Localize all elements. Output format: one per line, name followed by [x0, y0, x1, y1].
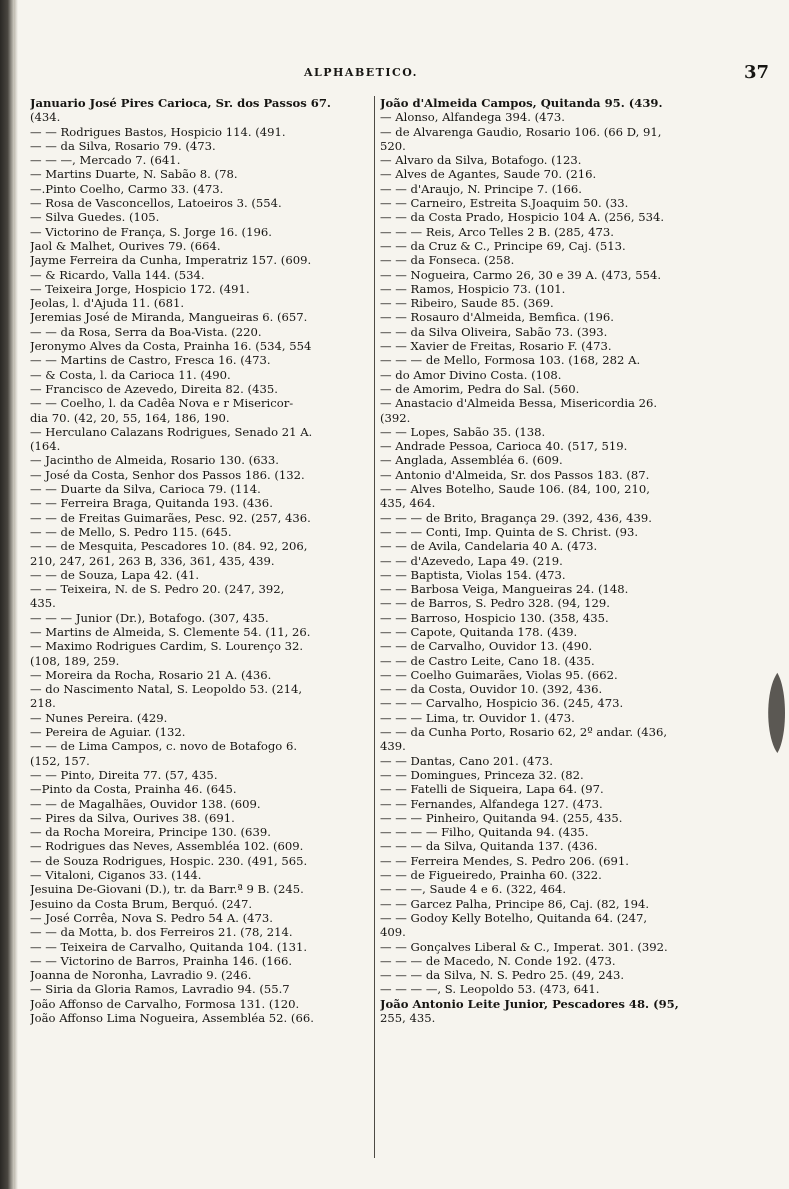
- directory-entry: dia 70. (42, 20, 55, 164, 186, 190.: [30, 410, 230, 425]
- directory-entry: — Anastacio d'Almeida Bessa, Misericordia 26.: [380, 396, 658, 411]
- directory-entry: — da Rocha Moreira, Principe 130. (639.: [30, 825, 271, 840]
- directory-entry: — — Rosauro d'Almeida, Bemfica. (196.: [380, 310, 614, 325]
- directory-entry: — — Teixeira de Carvalho, Quitanda 104. (131.: [30, 939, 308, 954]
- directory-entry: — — da Silva Oliveira, Sabão 73. (393.: [380, 324, 608, 339]
- running-title: ALPHABETICO.: [304, 66, 419, 79]
- directory-entry: — Jacintho de Almeida, Rosario 130. (633.: [30, 453, 279, 468]
- directory-entry: — — Victorino de Barros, Prainha 146. (166.: [30, 953, 293, 968]
- directory-entry: — — — Carvalho, Hospicio 36. (245, 473.: [380, 696, 624, 711]
- directory-entry: (434.: [30, 110, 61, 125]
- directory-entry: 255, 435.: [380, 1011, 436, 1025]
- directory-entry: — — Xavier de Freitas, Rosario F. (473.: [380, 339, 612, 354]
- directory-entry: — — —, Mercado 7. (641.: [30, 153, 181, 168]
- page-header: [24, 62, 769, 86]
- directory-entry: —.Pinto Coelho, Carmo 33. (473.: [30, 181, 224, 196]
- directory-entry: — — Pinto, Direita 77. (57, 435.: [30, 767, 218, 782]
- directory-entry: — — — Reis, Arco Telles 2 B. (285, 473.: [380, 224, 614, 239]
- directory-entry: — — Ferreira Braga, Quitanda 193. (436.: [30, 496, 273, 511]
- directory-entry: (392.: [380, 410, 411, 425]
- directory-entry: — de Souza Rodrigues, Hospic. 230. (491, 565.: [30, 853, 308, 868]
- directory-entry: 210, 247, 261, 263 B, 336, 361, 435, 439.: [30, 553, 275, 568]
- directory-entry: — Rodrigues das Neves, Assembléa 102. (609.: [30, 839, 304, 854]
- directory-entry: Jeolas, l. d'Ajuda 11. (681.: [30, 296, 185, 311]
- directory-entry: — — de Souza, Lapa 42. (41.: [30, 567, 200, 582]
- left-column: [30, 96, 372, 1025]
- directory-entry: — Alonso, Alfandega 394. (473.: [380, 110, 565, 125]
- directory-entry: — — de Mello, S. Pedro 115. (645.: [30, 524, 232, 539]
- directory-entry: — — de Barros, S. Pedro 328. (94, 129.: [380, 596, 610, 611]
- directory-entry: 439.: [380, 739, 406, 754]
- directory-entry: — — Carneiro, Estreita S.Joaquim 50. (33.: [380, 196, 629, 211]
- directory-entry: — — da Costa, Ouvidor 10. (392, 436.: [380, 682, 603, 697]
- directory-entry: — — Barroso, Hospicio 130. (358, 435.: [380, 610, 609, 625]
- directory-entry: — Vitaloni, Ciganos 33. (144.: [30, 868, 202, 883]
- directory-entry: — — Capote, Quitanda 178. (439.: [380, 624, 578, 639]
- directory-entry: — — de Mesquita, Pescadores 10. (84. 92, 206,: [30, 539, 308, 554]
- directory-entry: — — Ribeiro, Saude 85. (369.: [380, 296, 554, 311]
- directory-entry: —Pinto da Costa, Prainha 46. (645.: [30, 782, 237, 797]
- directory-entry: — Alves de Agantes, Saude 70. (216.: [380, 167, 597, 182]
- directory-entry: — — Coelho, l. da Cadêa Nova e r Misericor-: [30, 396, 294, 411]
- directory-entry: — Moreira da Rocha, Rosario 21 A. (436.: [30, 667, 272, 682]
- directory-entry: — Francisco de Azevedo, Direita 82. (435.: [30, 381, 278, 396]
- column-divider: [374, 96, 375, 1158]
- directory-entry: — Rosa de Vasconcellos, Latoeiros 3. (554.: [30, 196, 282, 211]
- directory-entry: — do Nascimento Natal, S. Leopoldo 53. (214,: [30, 682, 303, 697]
- directory-entry: — Siria da Gloria Ramos, Lavradio 94. (55.7: [30, 982, 290, 997]
- directory-entry: Jesuina De-Giovani (D.), tr. da Barr.ª 9 B. (245.: [30, 882, 304, 897]
- directory-entry: — Herculano Calazans Rodrigues, Senado 21 A.: [30, 424, 313, 439]
- directory-entry: — — — —, S. Leopoldo 53. (473, 641.: [380, 982, 600, 997]
- directory-entry: — — Gonçalves Liberal & C., Imperat. 301. (392.: [380, 939, 668, 954]
- directory-entry: — Silva Guedes. (105.: [30, 210, 160, 225]
- directory-entry: Jaol & Malhet, Ourives 79. (664.: [30, 238, 221, 253]
- directory-entry: Januario José Pires Carioca, Sr. dos Passos 67.: [30, 96, 331, 110]
- directory-entry: João d'Almeida Campos, Quitanda 95. (439.: [380, 96, 663, 110]
- directory-entry: João Affonso de Carvalho, Formosa 131. (120.: [30, 996, 300, 1011]
- directory-entry: 409.: [380, 925, 406, 940]
- directory-entry: — — Martins de Castro, Fresca 16. (473.: [30, 353, 271, 368]
- directory-entry: — — da Motta, b. dos Ferreiros 21. (78, 214.: [30, 925, 293, 940]
- directory-entry: — Antonio d'Almeida, Sr. dos Passos 183. (87.: [380, 467, 650, 482]
- directory-entry: — — Duarte da Silva, Carioca 79. (114.: [30, 482, 261, 497]
- directory-entry: — — Ramos, Hospicio 73. (101.: [380, 281, 566, 296]
- directory-entry: — — — da Silva, N. S. Pedro 25. (49, 243.: [380, 968, 625, 983]
- directory-entry: — — — de Brito, Bragança 29. (392, 436, 439.: [380, 510, 652, 525]
- directory-entry: Joanna de Noronha, Lavradio 9. (246.: [30, 968, 252, 983]
- directory-entry: — — Dantas, Cano 201. (473.: [380, 753, 553, 768]
- directory-entry: — — de Carvalho, Ouvidor 13. (490.: [380, 639, 593, 654]
- directory-entry: — Victorino de França, S. Jorge 16. (196.: [30, 224, 272, 239]
- directory-entry: (164.: [30, 439, 61, 454]
- book-spine-shadow: [0, 0, 14, 1189]
- right-column: [380, 96, 752, 1025]
- directory-entry: — — Rodrigues Bastos, Hospicio 114. (491.: [30, 124, 286, 139]
- directory-entry: 435, 464.: [380, 496, 436, 511]
- directory-entry: — — Teixeira, N. de S. Pedro 20. (247, 392,: [30, 582, 285, 597]
- directory-entry: — — Baptista, Violas 154. (473.: [380, 567, 566, 582]
- directory-entry: Jayme Ferreira da Cunha, Imperatriz 157. (609.: [30, 253, 312, 268]
- directory-entry: — Martins de Almeida, S. Clemente 54. (11, 26.: [30, 624, 311, 639]
- directory-entry: — & Ricardo, Valla 144. (534.: [30, 267, 205, 282]
- directory-entry: — — Garcez Palha, Principe 86, Caj. (82, 194.: [380, 896, 650, 911]
- directory-entry: 218.: [30, 696, 56, 711]
- directory-entry: — — Lopes, Sabão 35. (138.: [380, 424, 546, 439]
- directory-entry: — Alvaro da Silva, Botafogo. (123.: [380, 153, 582, 168]
- directory-entry: — Anglada, Assembléa 6. (609.: [380, 453, 563, 468]
- directory-entry: — — Godoy Kelly Botelho, Quitanda 64. (247,: [380, 910, 648, 925]
- directory-entry: Jesuino da Costa Brum, Berquó. (247.: [30, 896, 253, 911]
- directory-entry: — — — de Mello, Formosa 103. (168, 282 A.: [380, 353, 641, 368]
- directory-entry: — José Corrêa, Nova S. Pedro 54 A. (473.: [30, 910, 273, 925]
- directory-entry: — — de Figueiredo, Prainha 60. (322.: [380, 868, 602, 883]
- directory-entry: — — Alves Botelho, Saude 106. (84, 100, 210,: [380, 482, 650, 497]
- directory-entry: — Teixeira Jorge, Hospicio 172. (491.: [30, 281, 250, 296]
- directory-entry: João Affonso Lima Nogueira, Assembléa 52. (66.: [30, 1011, 314, 1025]
- directory-entry: — — da Fonseca. (258.: [380, 253, 515, 268]
- directory-entry: — Pires da Silva, Ourives 38. (691.: [30, 810, 235, 825]
- directory-entry: — do Amor Divino Costa. (108.: [380, 367, 562, 382]
- directory-entry: — — — Lima, tr. Ouvidor 1. (473.: [380, 710, 575, 725]
- directory-entry: — Andrade Pessoa, Carioca 40. (517, 519.: [380, 439, 628, 454]
- directory-entry: — Pereira de Aguiar. (132.: [30, 725, 186, 740]
- directory-entry: — José da Costa, Senhor dos Passos 186. (132.: [30, 467, 305, 482]
- directory-entry: — — d'Araujo, N. Principe 7. (166.: [380, 181, 582, 196]
- directory-entry: — & Costa, l. da Carioca 11. (490.: [30, 367, 231, 382]
- directory-entry: (108, 189, 259.: [30, 653, 120, 668]
- directory-entry: — — de Lima Campos, c. novo de Botafogo 6.: [30, 739, 298, 754]
- directory-entry: — — — Pinheiro, Quitanda 94. (255, 435.: [380, 810, 623, 825]
- directory-entry: 520.: [380, 138, 406, 153]
- directory-entry: — Nunes Pereira. (429.: [30, 710, 168, 725]
- directory-entry: Jeremias José de Miranda, Mangueiras 6. (657.: [30, 310, 308, 325]
- directory-entry: — — de Castro Leite, Cano 18. (435.: [380, 653, 595, 668]
- directory-entry: Jeronymo Alves da Costa, Prainha 16. (534, 554: [30, 339, 312, 354]
- directory-entry: — — da Cruz & C., Principe 69, Caj. (513.: [380, 238, 626, 253]
- directory-entry: (152, 157.: [30, 753, 90, 768]
- directory-entry: João Antonio Leite Junior, Pescadores 48. (95,: [380, 996, 679, 1011]
- directory-entry: — — — da Silva, Quitanda 137. (436.: [380, 839, 598, 854]
- directory-entry: — — Nogueira, Carmo 26, 30 e 39 A. (473, 554.: [380, 267, 662, 282]
- directory-entry: — Maximo Rodrigues Cardim, S. Lourenço 32.: [30, 639, 304, 654]
- directory-entry: — — Domingues, Princeza 32. (82.: [380, 767, 584, 782]
- page-edge-blot: [757, 668, 785, 758]
- directory-entry: — — de Freitas Guimarães, Pesc. 92. (257, 436.: [30, 510, 311, 525]
- directory-entry: — — — Conti, Imp. Quinta de S. Christ. (93.: [380, 524, 639, 539]
- directory-entry: — — da Costa Prado, Hospicio 104 A. (256, 534.: [380, 210, 665, 225]
- directory-entry: — Martins Duarte, N. Sabão 8. (78.: [30, 167, 238, 182]
- directory-entry: — — da Cunha Porto, Rosario 62, 2º andar. (436,: [380, 725, 668, 740]
- directory-entry: — — Ferreira Mendes, S. Pedro 206. (691.: [380, 853, 629, 868]
- directory-entry: — — Coelho Guimarães, Violas 95. (662.: [380, 667, 618, 682]
- page-number: 37: [743, 62, 769, 83]
- directory-entry: — de Alvarenga Gaudio, Rosario 106. (66 D, 91,: [380, 124, 662, 139]
- directory-entry: — — Fernandes, Alfandega 127. (473.: [380, 796, 603, 811]
- directory-entry: — — da Rosa, Serra da Boa-Vista. (220.: [30, 324, 262, 339]
- directory-entry: — — de Avila, Candelaria 40 A. (473.: [380, 539, 598, 554]
- page-gutter: [14, 0, 18, 1189]
- directory-entry: — — da Silva, Rosario 79. (473.: [30, 138, 216, 153]
- directory-entry: — — Fatelli de Siqueira, Lapa 64. (97.: [380, 782, 604, 797]
- directory-entry: — — — de Macedo, N. Conde 192. (473.: [380, 953, 616, 968]
- directory-entry: 435.: [30, 596, 56, 611]
- directory-entry: — — —, Saude 4 e 6. (322, 464.: [380, 882, 567, 897]
- directory-entry: — — de Magalhães, Ouvidor 138. (609.: [30, 796, 261, 811]
- directory-entry: — de Amorim, Pedra do Sal. (560.: [380, 381, 580, 396]
- directory-entry: — — d'Azevedo, Lapa 49. (219.: [380, 553, 563, 568]
- directory-entry: — — — Junior (Dr.), Botafogo. (307, 435.: [30, 610, 269, 625]
- directory-entry: — — Barbosa Veiga, Mangueiras 24. (148.: [380, 582, 629, 597]
- directory-entry: — — — — Filho, Quitanda 94. (435.: [380, 825, 589, 840]
